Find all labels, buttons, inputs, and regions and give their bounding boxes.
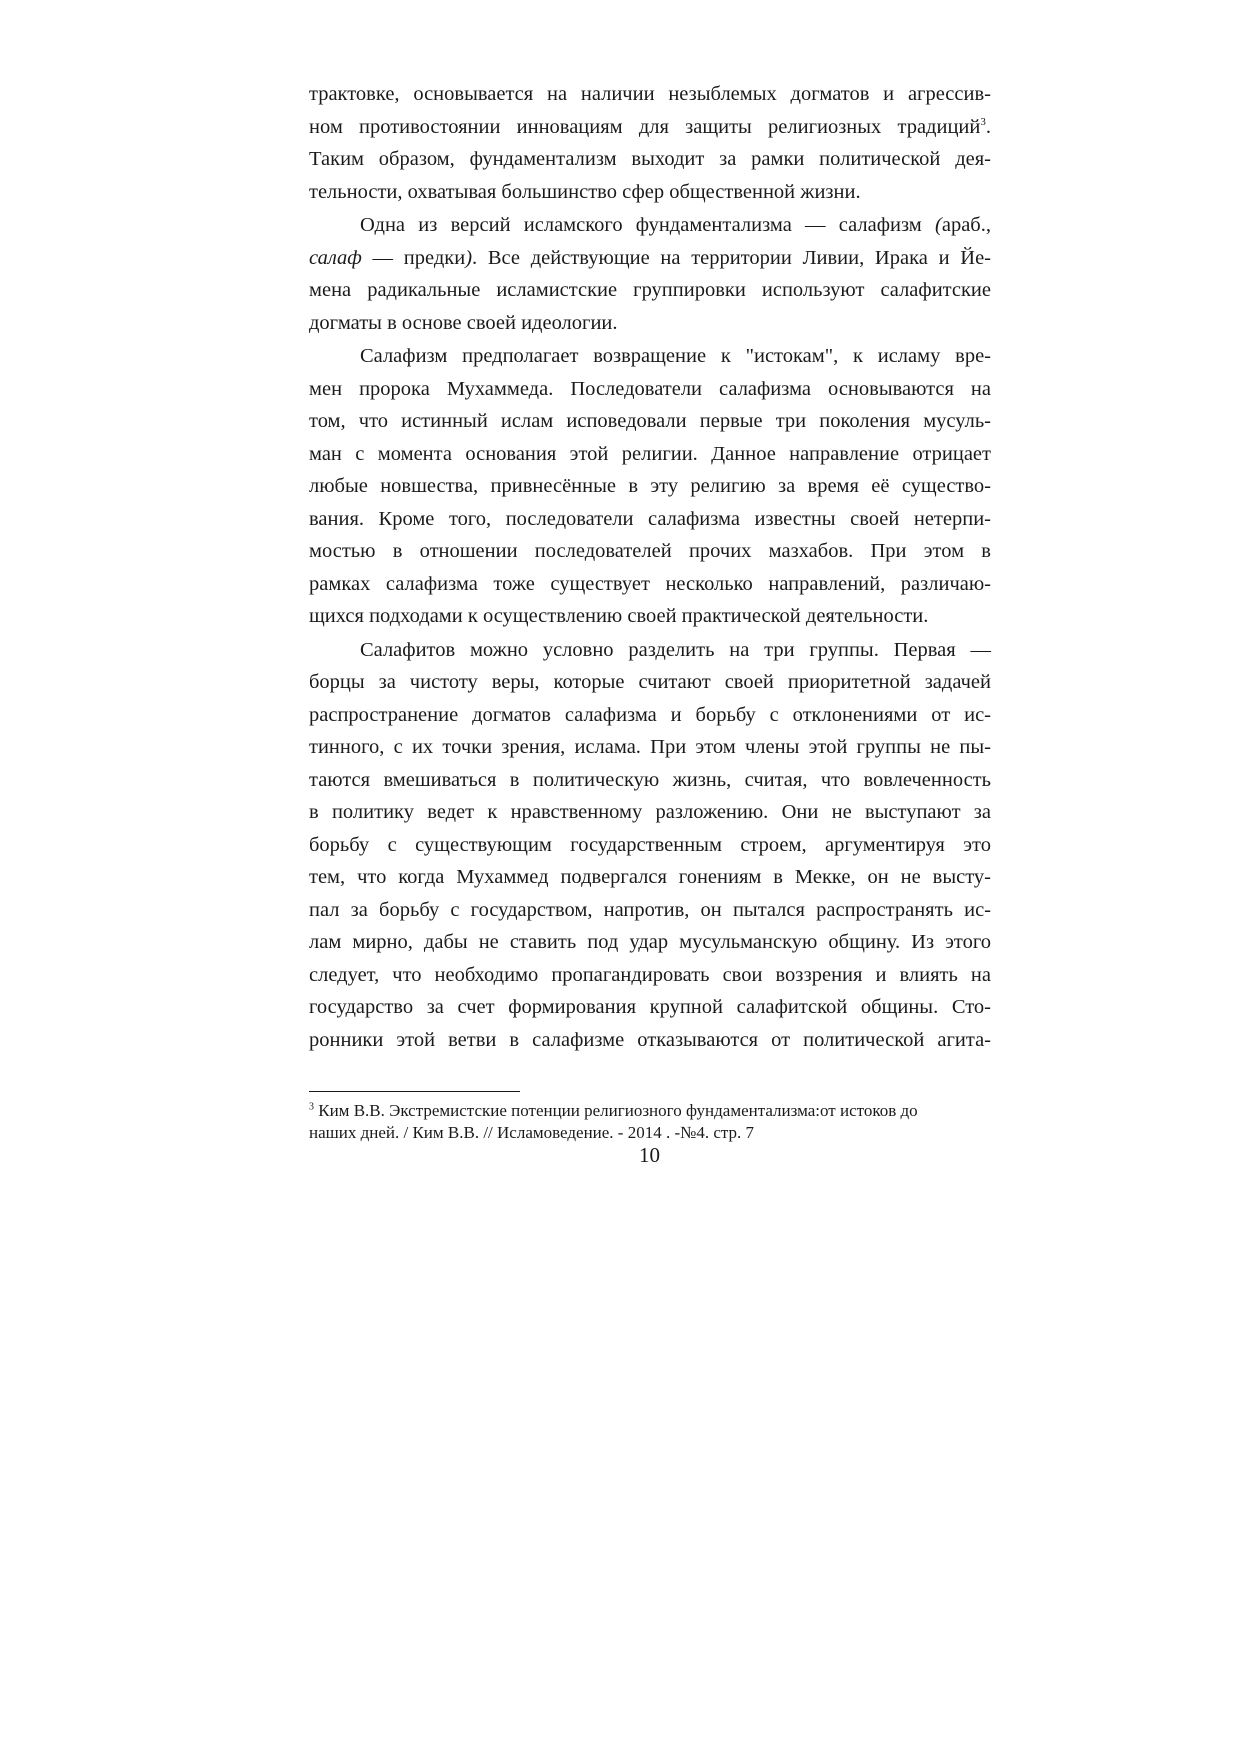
page-number: 10 [639, 1143, 660, 1167]
text-line: любые новшества, привнесённые в эту религию за время её существо- [309, 475, 991, 497]
footnote-ref[interactable]: 3 [980, 115, 986, 128]
paragraph-3 [309, 340, 991, 633]
text-line: Салафизм предполагает возвращение к "истокам", к исламу вре- [360, 345, 991, 367]
text-line: Одна из версий исламского фундаментализма — салафизм (араб., [360, 214, 991, 236]
text-line: ронники этой ветви в салафизме отказываются от политической агита- [309, 1028, 991, 1051]
text-line: борьбу с существующим государственным строем, аргументируя это [309, 833, 991, 856]
main-text [309, 78, 991, 1057]
footnote-number: 3 [309, 1101, 314, 1113]
text-line: Таким образом, фундаментализм выходит за рамки политической дея- [309, 148, 991, 170]
text-line: вания. Кроме того, последователи салафизма известны своей нетерпи- [309, 507, 991, 530]
text-line: рамках салафизма тоже существует несколько направлений, различаю- [309, 572, 991, 595]
text-line: том, что истинный ислам исповедовали первые три поколения мусуль- [309, 410, 991, 432]
text-line: таются вмешиваться в политическую жизнь, считая, что вовлеченность [309, 768, 991, 791]
text-line: борцы за чистоту веры, которые считают своей приоритетной задачей [309, 671, 991, 693]
text-line: в политику ведет к нравственному разложению. Они не выступают за [309, 801, 991, 823]
text-line: тинного, с их точки зрения, ислама. При этом члены этой группы не пы- [309, 736, 991, 758]
paragraph-1 [309, 78, 991, 208]
text-line: Салафитов можно условно разделить на три группы. Первая — [360, 638, 991, 661]
text-line: мостью в отношении последователей прочих мазхабов. При этом в [309, 540, 991, 562]
text-line: ман с момента основания этой религии. Данное направление отрицает [309, 442, 991, 465]
text-line: трактовке, основывается на наличии незыблемых догматов и агрессив- [309, 83, 991, 105]
footnote-separator [309, 1091, 520, 1092]
text-line: мена радикальные исламистские группировки используют салафитские [309, 279, 991, 301]
text-line: тем, что когда Мухаммед подвергался гонениям в Мекке, он не высту- [309, 866, 991, 888]
footnote [309, 1100, 991, 1144]
text-line: тельности, охватывая большинство сфер общественной жизни. [309, 180, 861, 203]
text-line: пал за борьбу с государством, напротив, он пытался распространять ис- [309, 898, 991, 921]
text-line: государство за счет формирования крупной салафитской общины. Сто- [309, 996, 991, 1018]
text-line: мен пророка Мухаммеда. Последователи салафизма основываются на [309, 377, 991, 400]
text-line: распространение догматов салафизма и борьбу с отклонениями от ис- [309, 703, 991, 726]
text-line: салаф — предки). Все действующие на территории Ливии, Ирака и Йе- [309, 246, 991, 269]
text-line: лам мирно, дабы не ставить под удар мусульманскую общину. Из этого [309, 931, 991, 953]
text-line: щихся подходами к осуществлению своей практической деятельности. [309, 605, 929, 627]
text-line: ном противостоянии инновациям для защиты религиозных традиций$^3$. [309, 115, 991, 138]
paragraph-4 [309, 634, 991, 1057]
footnote-line: $^3$ Ким В.В. Экстремистские потенции религиозного фундаментализма:от истоков до [309, 1101, 918, 1120]
text-line: догматы в основе своей идеологии. [309, 311, 618, 334]
paragraph-2 [309, 209, 991, 339]
text-line: следует, что необходимо пропагандировать свои воззрения и влиять на [309, 963, 991, 986]
footnote-line: наших дней. / Ким В.В. // Исламоведение. - 2014 . -№4. стр. 7 [309, 1123, 755, 1142]
